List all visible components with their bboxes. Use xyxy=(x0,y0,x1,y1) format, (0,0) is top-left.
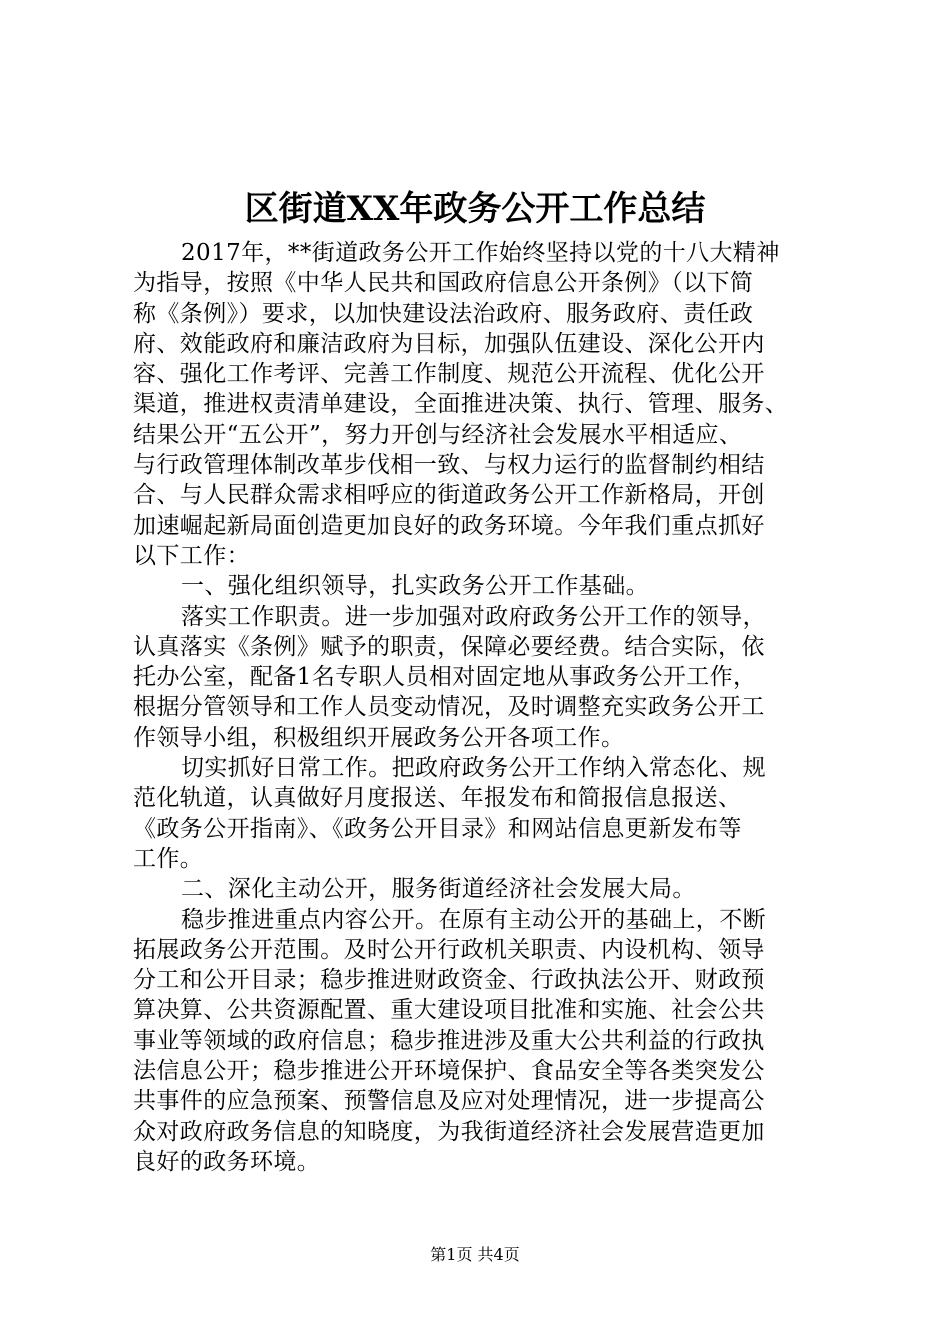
body-line: 切实抓好日常工作。把政府政务公开工作纳入常态化、规 xyxy=(181,755,766,782)
body-line: 作领导小组，积极组织开展政务公开各项工作。 xyxy=(133,724,625,751)
body-line: 以下工作： xyxy=(133,542,250,569)
body-line: 工作。 xyxy=(133,845,204,872)
body-line: 二、深化主动公开，服务街道经济社会发展大局。 xyxy=(181,876,696,903)
body-line: 拓展政务公开范围。及时公开行政机关职责、内设机构、领导 xyxy=(133,936,765,963)
body-line: 范化轨道，认真做好月度报送、年报发布和简报信息报送、 xyxy=(133,785,742,812)
body-line: 与行政管理体制改革步伐相一致、与权力运行的监督制约相结 xyxy=(133,452,765,479)
body-line: 分工和公开目录；稳步推进财政资金、行政执法公开、财政预 xyxy=(133,967,765,994)
body-line: 为指导，按照《中华人民共和国政府信息公开条例》（以下简 xyxy=(133,270,754,297)
body-line: 事业等领域的政府信息；稳步推进涉及重大公共利益的行政执 xyxy=(133,1027,765,1054)
body-line: 众对政府政务信息的知晓度，为我街道经济社会发展营造更加 xyxy=(133,1118,765,1145)
body-line: 根据分管领导和工作人员变动情况，及时调整充实政务公开工 xyxy=(133,694,765,721)
document-title: 区街道XX年政务公开工作总结 xyxy=(244,189,706,229)
body-line: 2017年，**街道政务公开工作始终坚持以党的十八大精神 xyxy=(181,240,780,266)
body-line: 认真落实《条例》赋予的职责，保障必要经费。结合实际，依 xyxy=(133,633,765,660)
body-line: 法信息公开；稳步推进公开环境保护、食品安全等各类突发公 xyxy=(133,1058,765,1085)
body-line: 稳步推进重点内容公开。在原有主动公开的基础上，不断 xyxy=(181,906,766,933)
body-line: 结果公开“五公开”，努力开创与经济社会发展水平相适应、 xyxy=(133,421,743,448)
body-line: 府、效能政府和廉洁政府为目标，加强队伍建设、深化公开内 xyxy=(133,330,765,357)
document-body xyxy=(133,238,833,1177)
body-line: 称《条例》）要求，以加快建设法治政府、服务政府、责任政 xyxy=(133,300,754,327)
body-line: 合、与人民群众需求相呼应的街道政务公开工作新格局，开创 xyxy=(133,482,765,509)
body-line: 共事件的应急预案、预警信息及应对处理情况，进一步提高公 xyxy=(133,1088,765,1115)
body-line: 托办公室，配备1名专职人员相对固定地从事政务公开工作， xyxy=(133,664,757,691)
page-footer: 第1页 共4页 xyxy=(430,1245,520,1264)
body-line: 落实工作职责。进一步加强对政府政务公开工作的领导， xyxy=(181,603,766,630)
body-line: 渠道，推进权责清单建设，全面推进决策、执行、管理、服务、 xyxy=(133,391,789,418)
body-line: 算决算、公共资源配置、重大建设项目批准和实施、社会公共 xyxy=(133,997,765,1024)
body-line: 《政务公开指南》、《政务公开目录》和网站信息更新发布等 xyxy=(133,815,742,842)
body-line: 加速崛起新局面创造更加良好的政务环境。今年我们重点抓好 xyxy=(133,512,765,539)
body-line: 良好的政务环境。 xyxy=(133,1148,321,1175)
body-line: 容、强化工作考评、完善工作制度、规范公开流程、优化公开 xyxy=(133,361,765,388)
body-line: 一、强化组织领导，扎实政务公开工作基础。 xyxy=(181,573,649,600)
